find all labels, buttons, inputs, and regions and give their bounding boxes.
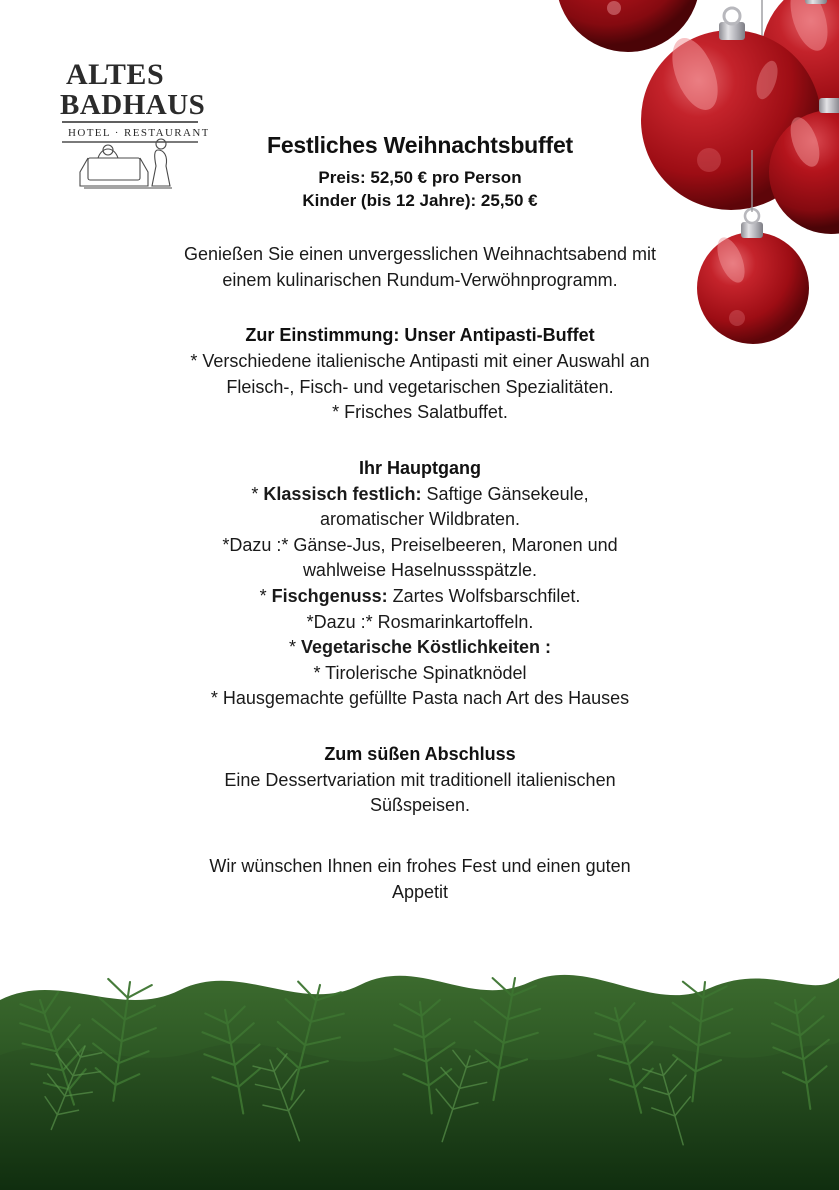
price-adult: Preis: 52,50 € pro Person	[318, 168, 522, 187]
main-course-label-1: Klassisch festlich:	[263, 483, 422, 504]
section-antipasti-line-3: * Frisches Salatbuffet.	[332, 402, 508, 423]
main-course-line-5	[110, 584, 730, 610]
page-title: Festliches Weihnachtsbuffet	[266, 132, 573, 158]
closing-line-1: Wir wünschen Ihnen ein frohes Fest und einen guten	[209, 855, 631, 876]
main-course-bullet-3: *	[288, 637, 301, 658]
section-main-course	[110, 458, 730, 712]
main-course-label-3: Vegetarische Köstlichkeiten :	[300, 637, 552, 658]
closing-message	[110, 853, 730, 905]
main-course-line-3: *Dazu :* Gänse-Jus, Preiselbeeren, Maronen und	[222, 534, 618, 555]
main-course-text-1: Saftige Gänsekeule,	[421, 483, 589, 504]
main-course-line-9: * Hausgemachte gefüllte Pasta nach Art des Hauses	[210, 688, 630, 709]
section-dessert-heading: Zum süßen Abschluss	[324, 743, 516, 764]
main-course-line-7	[110, 635, 730, 661]
intro-paragraph	[110, 241, 730, 293]
main-course-text-2: Zartes Wolfsbarschfilet.	[387, 586, 581, 607]
menu-content	[110, 132, 730, 905]
main-course-bullet-1: *	[251, 483, 264, 504]
main-course-line-2: aromatischer Wildbraten.	[319, 509, 521, 530]
main-course-line-8: * Tirolerische Spinatknödel	[313, 662, 527, 683]
main-course-line-4: wahlweise Haselnussspätzle.	[302, 560, 538, 581]
intro-line-1: Genießen Sie einen unvergesslichen Weihnachtsabend mit	[184, 244, 656, 264]
main-course-bullet-2: *	[259, 586, 272, 607]
svg-text:BADHAUS: BADHAUS	[60, 89, 206, 121]
section-antipasti-line-2: Fleisch-, Fisch- und vegetarischen Spezialitäten.	[226, 376, 614, 397]
svg-text:ALTES: ALTES	[66, 58, 165, 91]
main-course-label-2: Fischgenuss:	[271, 586, 388, 607]
section-dessert	[110, 744, 730, 819]
section-antipasti	[110, 325, 730, 426]
section-antipasti-heading: Zur Einstimmung: Unser Antipasti-Buffet	[245, 325, 595, 346]
svg-text:HOTEL · RESTAURANT: HOTEL · RESTAURANT	[68, 127, 208, 139]
intro-line-2: einem kulinarischen Rundum-Verwöhnprogramm.	[222, 270, 618, 291]
price-children: Kinder (bis 12 Jahre): 25,50 €	[302, 191, 538, 210]
main-course-line-6: *Dazu :* Rosmarinkartoffeln.	[306, 611, 534, 632]
closing-line-2: Appetit	[391, 881, 449, 902]
section-antipasti-line-1: * Verschiedene italienische Antipasti mit einer Auswahl an	[190, 351, 650, 372]
main-course-line-1	[110, 482, 730, 508]
section-dessert-line-2: Süßspeisen.	[369, 795, 471, 816]
section-dessert-line-1: Eine Dessertvariation mit traditionell italienischen	[224, 769, 616, 790]
section-main-course-heading: Ihr Hauptgang	[359, 457, 481, 478]
